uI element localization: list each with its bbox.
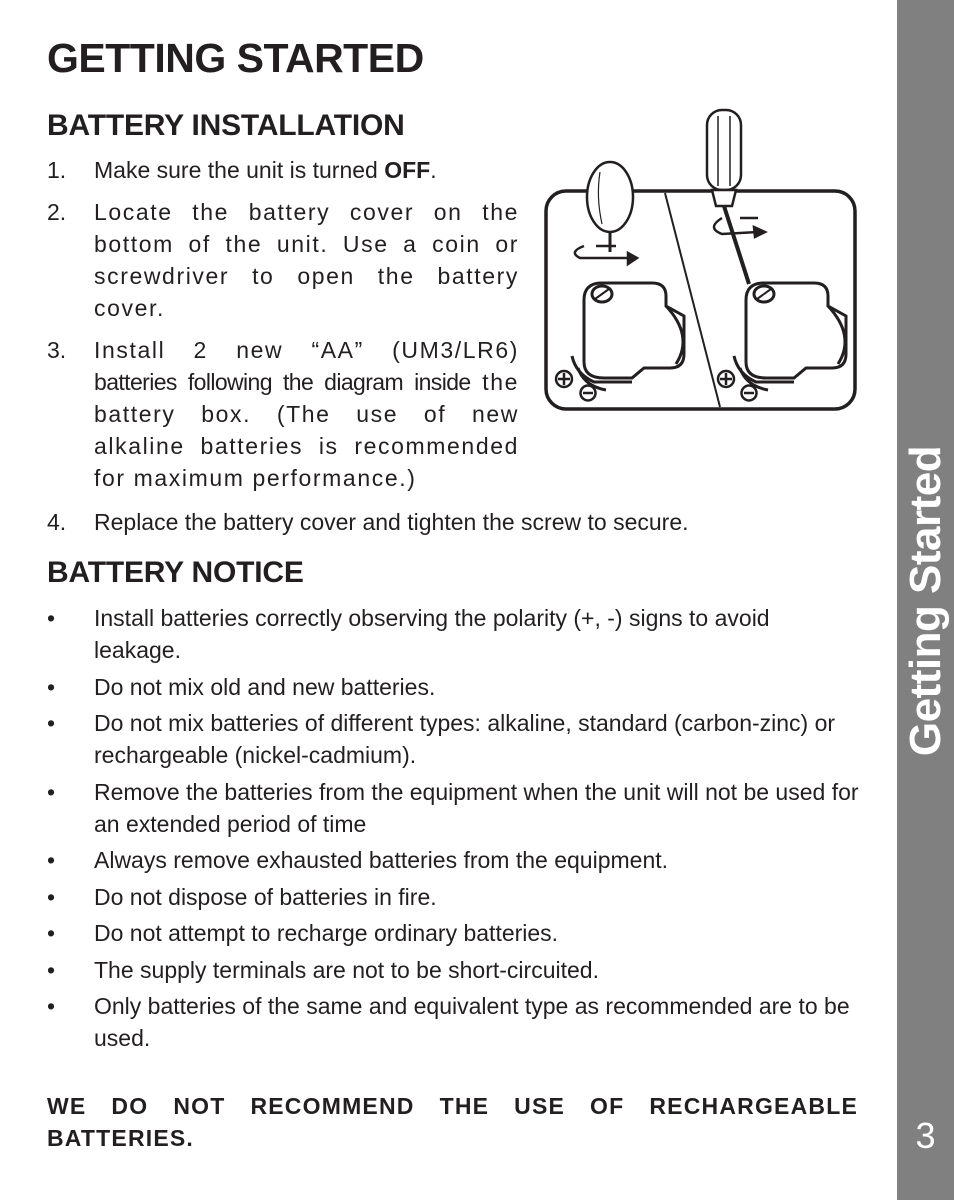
step-text: batteries following the diagram inside xyxy=(94,369,471,395)
page-title: GETTING STARTED xyxy=(47,35,424,81)
battery-installation-heading: BATTERY INSTALLATION xyxy=(47,109,405,142)
battery-notice-heading: BATTERY NOTICE xyxy=(47,556,304,589)
list-item xyxy=(47,776,859,840)
bullet: • xyxy=(47,920,56,946)
notice-text: Always remove exhausted batteries from the equipment. xyxy=(94,847,669,873)
bullet: • xyxy=(47,847,56,873)
polarity-minus-icon xyxy=(581,386,596,401)
polarity-minus-icon xyxy=(742,386,757,401)
bullet: • xyxy=(47,883,56,910)
section-side-tab xyxy=(897,0,954,1200)
polarity-plus-icon xyxy=(718,371,734,387)
notice-text: Do not attempt to recharge ordinary batteries. xyxy=(94,920,559,946)
step-number: 1. xyxy=(47,157,67,183)
list-item xyxy=(47,671,859,703)
step-text: Make sure the unit is turned xyxy=(94,157,385,183)
step-text: Replace the battery cover and tighten the screw to secure. xyxy=(94,509,689,535)
list-item xyxy=(47,917,859,949)
step-text: the battery box. (The use of new alkaline batteries is recommended for maximum performance.) xyxy=(94,369,520,491)
step-emphasis: OFF xyxy=(384,157,431,183)
bullet: • xyxy=(47,778,56,805)
list-item xyxy=(47,990,859,1054)
polarity-plus-icon xyxy=(556,371,572,387)
step-number: 2. xyxy=(47,199,67,225)
bullet: • xyxy=(47,673,56,700)
bullet: • xyxy=(47,710,56,736)
step-text: Install 2 new “AA” (UM3/LR6) xyxy=(94,337,519,363)
page-number: 3 xyxy=(915,1115,936,1156)
step-3 xyxy=(47,334,519,494)
step-4 xyxy=(47,506,854,538)
step-text: . xyxy=(430,157,437,183)
notice-text: Remove the batteries from the equipment when the unit will not be used for an extended period of time xyxy=(94,778,859,837)
step-text: Locate the battery cover on the bottom of the unit. Use a coin or screwdriver to open the battery cover. xyxy=(94,199,519,321)
notice-text: Do not dispose of batteries in fire. xyxy=(94,883,437,910)
notice-text: Do not mix old and new batteries. xyxy=(94,673,436,700)
bullet: • xyxy=(47,956,56,983)
side-tab-label: Getting Started xyxy=(900,445,950,757)
list-item xyxy=(47,881,859,913)
list-item xyxy=(47,954,859,986)
bullet: • xyxy=(47,993,56,1019)
bullet: • xyxy=(47,605,56,631)
rechargeable-warning: WE DO NOT RECOMMEND THE USE OF RECHARGEABLE BATTERIES. xyxy=(47,1093,858,1151)
step-2 xyxy=(47,196,519,324)
step-number: 4. xyxy=(47,509,67,535)
coin-icon xyxy=(587,162,633,232)
notice-text: Do not mix batteries of different types: alkaline, standard (carbon-zinc) or rechargeable (nickel-cadmium). xyxy=(94,710,836,768)
list-item xyxy=(47,602,859,666)
step-number: 3. xyxy=(47,337,67,363)
notice-text: Only batteries of the same and equivalent type as recommended are to be used. xyxy=(94,993,850,1051)
battery-cover-diagram xyxy=(544,106,858,412)
battery-notice-list xyxy=(47,602,859,1059)
list-item xyxy=(47,844,859,876)
notice-text: Install batteries correctly observing the polarity (+, -) signs to avoid leakage. xyxy=(94,605,770,663)
list-item xyxy=(47,707,859,771)
notice-text: The supply terminals are not to be short-circuited. xyxy=(94,956,599,983)
step-1 xyxy=(47,154,519,186)
